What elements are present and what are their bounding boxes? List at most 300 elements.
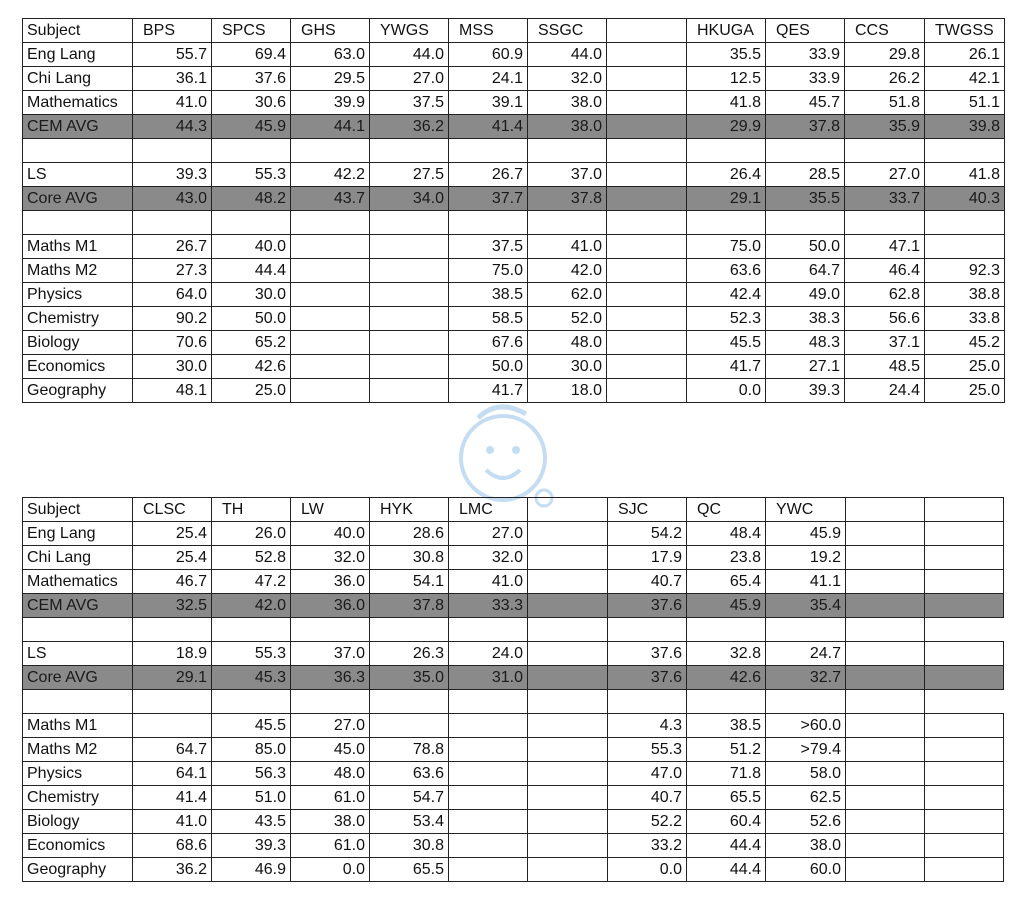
score-cell: 63.0 [291, 43, 370, 67]
score-cell: 52.8 [212, 546, 291, 570]
table-row [23, 283, 1005, 307]
score-cell: 42.6 [687, 666, 766, 690]
score-cell: 44.3 [133, 115, 212, 139]
score-cell: 37.0 [528, 163, 607, 187]
subject-cell: Chemistry [23, 307, 133, 331]
score-cell: 41.4 [449, 115, 528, 139]
score-cell: 51.8 [845, 91, 925, 115]
score-cell: 37.5 [370, 91, 449, 115]
score-cell: 26.4 [687, 163, 766, 187]
score-cell: 70.6 [133, 331, 212, 355]
spacer-row [23, 690, 1004, 714]
score-cell [607, 139, 687, 163]
score-cell [291, 211, 370, 235]
score-cell: 35.0 [370, 666, 449, 690]
score-cell: 46.7 [133, 570, 212, 594]
score-cell: 62.0 [528, 283, 607, 307]
score-cell [846, 738, 925, 762]
table-row [23, 331, 1005, 355]
score-cell: 45.5 [212, 714, 291, 738]
score-cell: 51.0 [212, 786, 291, 810]
spacer-row [23, 618, 1004, 642]
score-cell [925, 810, 1004, 834]
score-cell: 25.4 [133, 522, 212, 546]
score-cell: 41.8 [687, 91, 766, 115]
score-cell: 37.1 [845, 331, 925, 355]
score-cell: 43.0 [133, 187, 212, 211]
table-row [23, 235, 1005, 259]
score-cell: 4.3 [608, 714, 687, 738]
score-cell [925, 738, 1004, 762]
score-cell [845, 139, 925, 163]
score-cell: 67.6 [449, 331, 528, 355]
score-cell: 41.0 [528, 235, 607, 259]
header-school-cell: TWGSS [925, 19, 1005, 43]
score-cell [607, 379, 687, 403]
score-cell: 40.0 [291, 522, 370, 546]
score-cell: 37.8 [370, 594, 449, 618]
score-cell: 58.5 [449, 307, 528, 331]
score-cell: 41.7 [687, 355, 766, 379]
score-cell: 48.0 [528, 331, 607, 355]
score-cell [607, 211, 687, 235]
score-cell: 56.3 [212, 762, 291, 786]
score-cell [291, 331, 370, 355]
score-cell: 48.5 [845, 355, 925, 379]
score-cell: 33.2 [608, 834, 687, 858]
score-cell: 29.1 [687, 187, 766, 211]
score-cell [291, 307, 370, 331]
header-school-cell: CLSC [133, 498, 212, 522]
score-cell: 38.5 [449, 283, 528, 307]
score-cell: 27.0 [845, 163, 925, 187]
subject-cell: Maths M1 [23, 714, 133, 738]
score-cell: 24.1 [449, 67, 528, 91]
score-cell [291, 355, 370, 379]
score-cell [925, 235, 1005, 259]
score-cell [766, 139, 845, 163]
score-cell: 38.0 [291, 810, 370, 834]
subject-cell: Economics [23, 834, 133, 858]
header-school-cell: LMC [449, 498, 528, 522]
score-cell [133, 211, 212, 235]
subject-cell: Biology [23, 810, 133, 834]
score-cell: 44.0 [370, 43, 449, 67]
score-cell [449, 810, 528, 834]
score-cell [449, 738, 528, 762]
score-cell: 0.0 [687, 379, 766, 403]
header-school-cell: QC [687, 498, 766, 522]
score-cell: 35.5 [766, 187, 845, 211]
score-cell: 65.2 [212, 331, 291, 355]
score-cell: 36.1 [133, 67, 212, 91]
score-cell: 78.8 [370, 738, 449, 762]
score-cell [925, 570, 1004, 594]
subject-cell: LS [23, 642, 133, 666]
score-cell: 30.0 [528, 355, 607, 379]
score-cell: 25.0 [925, 379, 1005, 403]
score-cell: 38.8 [925, 283, 1005, 307]
score-cell: 42.6 [212, 355, 291, 379]
score-cell: 18.0 [528, 379, 607, 403]
score-cell: 17.9 [608, 546, 687, 570]
score-cell: 28.6 [370, 522, 449, 546]
score-cell: 27.1 [766, 355, 845, 379]
score-cell [845, 211, 925, 235]
score-cell: 19.2 [766, 546, 846, 570]
subject-cell: CEM AVG [23, 115, 133, 139]
score-cell: 52.0 [528, 307, 607, 331]
score-cell: 24.4 [845, 379, 925, 403]
score-cell: 37.6 [608, 642, 687, 666]
score-cell [528, 522, 608, 546]
header-school-cell: HYK [370, 498, 449, 522]
average-row [23, 594, 1004, 618]
score-cell: 61.0 [291, 786, 370, 810]
score-cell: 30.8 [370, 546, 449, 570]
table-row [23, 307, 1005, 331]
score-cell [291, 235, 370, 259]
score-cell [528, 738, 608, 762]
score-cell [846, 714, 925, 738]
table-row [23, 714, 1004, 738]
score-cell: 42.4 [687, 283, 766, 307]
score-cell: 64.7 [133, 738, 212, 762]
score-cell [607, 259, 687, 283]
score-cell [449, 618, 528, 642]
score-cell [925, 546, 1004, 570]
score-cell [846, 810, 925, 834]
spacer-row [23, 139, 1005, 163]
score-cell: 46.4 [845, 259, 925, 283]
score-cell: 25.4 [133, 546, 212, 570]
table-row [23, 163, 1005, 187]
table-bottom-body [23, 498, 1004, 882]
score-cell: >79.4 [766, 738, 846, 762]
header-row [23, 498, 1004, 522]
score-cell: 39.1 [449, 91, 528, 115]
score-cell [370, 307, 449, 331]
score-cell [291, 618, 370, 642]
score-cell [925, 786, 1004, 810]
subject-cell [23, 139, 133, 163]
score-cell: 37.7 [449, 187, 528, 211]
score-cell: 38.0 [528, 115, 607, 139]
score-cell [528, 762, 608, 786]
results-table-bottom [22, 497, 1004, 882]
score-cell: 37.0 [291, 642, 370, 666]
table-row [23, 259, 1005, 283]
score-cell [607, 307, 687, 331]
score-cell: 23.8 [687, 546, 766, 570]
table-row [23, 546, 1004, 570]
score-cell: 37.8 [528, 187, 607, 211]
header-school-cell: HKUGA [687, 19, 766, 43]
subject-cell [23, 211, 133, 235]
subject-cell: Core AVG [23, 187, 133, 211]
score-cell [528, 618, 608, 642]
score-cell: 26.2 [845, 67, 925, 91]
score-cell [449, 762, 528, 786]
score-cell [607, 163, 687, 187]
score-cell: 32.0 [528, 67, 607, 91]
header-school-cell: SSGC [528, 19, 607, 43]
score-cell [528, 690, 608, 714]
table-row [23, 786, 1004, 810]
score-cell [766, 211, 845, 235]
score-cell [846, 546, 925, 570]
score-cell [766, 618, 846, 642]
score-cell [925, 762, 1004, 786]
score-cell: 27.0 [291, 714, 370, 738]
subject-cell: CEM AVG [23, 594, 133, 618]
score-cell: 36.2 [370, 115, 449, 139]
score-cell: 40.7 [608, 570, 687, 594]
score-cell: 33.8 [925, 307, 1005, 331]
score-cell: 32.0 [449, 546, 528, 570]
score-cell: 41.4 [133, 786, 212, 810]
score-cell: 43.5 [212, 810, 291, 834]
score-cell: 29.8 [845, 43, 925, 67]
score-cell: 29.9 [687, 115, 766, 139]
score-cell: 45.5 [687, 331, 766, 355]
subject-cell: Physics [23, 762, 133, 786]
score-cell [925, 211, 1005, 235]
score-cell [846, 570, 925, 594]
score-cell: 55.7 [133, 43, 212, 67]
score-cell: 47.0 [608, 762, 687, 786]
score-cell [846, 666, 925, 690]
subject-cell: Geography [23, 858, 133, 882]
score-cell: 35.4 [766, 594, 846, 618]
score-cell [370, 618, 449, 642]
subject-cell: Economics [23, 355, 133, 379]
score-cell: 48.0 [291, 762, 370, 786]
score-cell: 38.0 [766, 834, 846, 858]
score-cell: 48.4 [687, 522, 766, 546]
score-cell: 43.7 [291, 187, 370, 211]
score-cell [370, 139, 449, 163]
score-cell [291, 283, 370, 307]
subject-cell: LS [23, 163, 133, 187]
score-cell: 33.9 [766, 67, 845, 91]
score-cell: 39.8 [925, 115, 1005, 139]
score-cell [925, 714, 1004, 738]
score-cell: 30.0 [212, 283, 291, 307]
score-cell: 30.8 [370, 834, 449, 858]
average-row [23, 666, 1004, 690]
score-cell: 61.0 [291, 834, 370, 858]
subject-cell: Maths M2 [23, 259, 133, 283]
table-row [23, 91, 1005, 115]
score-cell: 0.0 [608, 858, 687, 882]
score-cell: 62.5 [766, 786, 846, 810]
score-cell [608, 618, 687, 642]
score-cell [925, 594, 1004, 618]
average-row [23, 187, 1005, 211]
score-cell [687, 139, 766, 163]
score-cell [449, 834, 528, 858]
score-cell: 41.0 [449, 570, 528, 594]
score-cell: 38.5 [687, 714, 766, 738]
score-cell [370, 235, 449, 259]
score-cell: 40.3 [925, 187, 1005, 211]
spacer-row [23, 211, 1005, 235]
table-row [23, 834, 1004, 858]
score-cell: >60.0 [766, 714, 846, 738]
score-cell [528, 834, 608, 858]
score-cell: 54.2 [608, 522, 687, 546]
score-cell: 41.0 [133, 91, 212, 115]
score-cell [607, 187, 687, 211]
score-cell [528, 666, 608, 690]
score-cell [291, 379, 370, 403]
average-row [23, 115, 1005, 139]
score-cell: 24.0 [449, 642, 528, 666]
score-cell [846, 690, 925, 714]
table-top-body [23, 19, 1005, 403]
table-row [23, 43, 1005, 67]
score-cell: 44.4 [687, 858, 766, 882]
header-school-cell: SPCS [212, 19, 291, 43]
score-cell: 42.1 [925, 67, 1005, 91]
score-cell [846, 594, 925, 618]
subject-cell: Mathematics [23, 570, 133, 594]
score-cell: 26.0 [212, 522, 291, 546]
score-cell: 71.8 [687, 762, 766, 786]
score-cell [925, 642, 1004, 666]
score-cell [449, 786, 528, 810]
subject-cell: Core AVG [23, 666, 133, 690]
score-cell: 0.0 [291, 858, 370, 882]
header-school-cell: YWGS [370, 19, 449, 43]
score-cell [925, 522, 1004, 546]
score-cell: 30.6 [212, 91, 291, 115]
table-row [23, 355, 1005, 379]
table-row [23, 738, 1004, 762]
score-cell: 24.7 [766, 642, 846, 666]
score-cell: 32.0 [291, 546, 370, 570]
score-cell: 65.4 [687, 570, 766, 594]
subject-cell: Physics [23, 283, 133, 307]
score-cell [528, 642, 608, 666]
score-cell [528, 810, 608, 834]
score-cell: 92.3 [925, 259, 1005, 283]
score-cell: 37.5 [449, 235, 528, 259]
score-cell: 18.9 [133, 642, 212, 666]
score-cell: 27.3 [133, 259, 212, 283]
score-cell [528, 594, 608, 618]
score-cell: 44.0 [528, 43, 607, 67]
score-cell: 45.3 [212, 666, 291, 690]
subject-cell: Chemistry [23, 786, 133, 810]
table-row [23, 522, 1004, 546]
score-cell: 85.0 [212, 738, 291, 762]
score-cell [449, 714, 528, 738]
score-cell [607, 331, 687, 355]
score-cell: 27.5 [370, 163, 449, 187]
score-cell [528, 546, 608, 570]
score-cell: 41.7 [449, 379, 528, 403]
score-cell: 25.0 [925, 355, 1005, 379]
score-cell: 45.9 [766, 522, 846, 546]
score-cell [607, 115, 687, 139]
score-cell [449, 858, 528, 882]
score-cell: 63.6 [370, 762, 449, 786]
score-cell [608, 690, 687, 714]
score-cell [607, 43, 687, 67]
score-cell [370, 379, 449, 403]
score-cell [212, 211, 291, 235]
score-cell [846, 522, 925, 546]
score-cell [528, 139, 607, 163]
score-cell: 52.3 [687, 307, 766, 331]
score-cell: 75.0 [449, 259, 528, 283]
score-cell: 36.0 [291, 594, 370, 618]
score-cell: 39.9 [291, 91, 370, 115]
header-row [23, 19, 1005, 43]
subject-cell: Chi Lang [23, 67, 133, 91]
score-cell: 37.6 [608, 594, 687, 618]
score-cell: 51.2 [687, 738, 766, 762]
score-cell: 65.5 [370, 858, 449, 882]
score-cell [370, 690, 449, 714]
score-cell [133, 618, 212, 642]
score-cell [846, 834, 925, 858]
score-cell [370, 283, 449, 307]
subject-cell: Maths M1 [23, 235, 133, 259]
score-cell [528, 714, 608, 738]
table-row [23, 570, 1004, 594]
score-cell: 44.1 [291, 115, 370, 139]
table-row [23, 762, 1004, 786]
score-cell [212, 139, 291, 163]
score-cell: 75.0 [687, 235, 766, 259]
score-cell: 69.4 [212, 43, 291, 67]
header-school-cell: SJC [608, 498, 687, 522]
score-cell: 64.0 [133, 283, 212, 307]
score-cell: 37.8 [766, 115, 845, 139]
score-cell: 39.3 [766, 379, 845, 403]
score-cell [370, 355, 449, 379]
header-school-cell: TH [212, 498, 291, 522]
header-school-cell [528, 498, 608, 522]
score-cell: 52.2 [608, 810, 687, 834]
score-cell [925, 834, 1004, 858]
score-cell: 27.0 [370, 67, 449, 91]
score-cell: 32.8 [687, 642, 766, 666]
score-cell: 39.3 [212, 834, 291, 858]
score-cell: 33.3 [449, 594, 528, 618]
score-cell: 45.9 [212, 115, 291, 139]
score-cell [291, 139, 370, 163]
score-cell: 35.5 [687, 43, 766, 67]
score-cell: 47.1 [845, 235, 925, 259]
score-cell: 12.5 [687, 67, 766, 91]
score-cell: 33.7 [845, 187, 925, 211]
score-cell [607, 283, 687, 307]
score-cell: 26.3 [370, 642, 449, 666]
score-cell [528, 858, 608, 882]
score-cell: 60.9 [449, 43, 528, 67]
score-cell: 37.6 [608, 666, 687, 690]
score-cell: 29.5 [291, 67, 370, 91]
table-row [23, 67, 1005, 91]
score-cell: 90.2 [133, 307, 212, 331]
header-school-cell: CCS [845, 19, 925, 43]
score-cell: 55.3 [608, 738, 687, 762]
score-cell [291, 690, 370, 714]
